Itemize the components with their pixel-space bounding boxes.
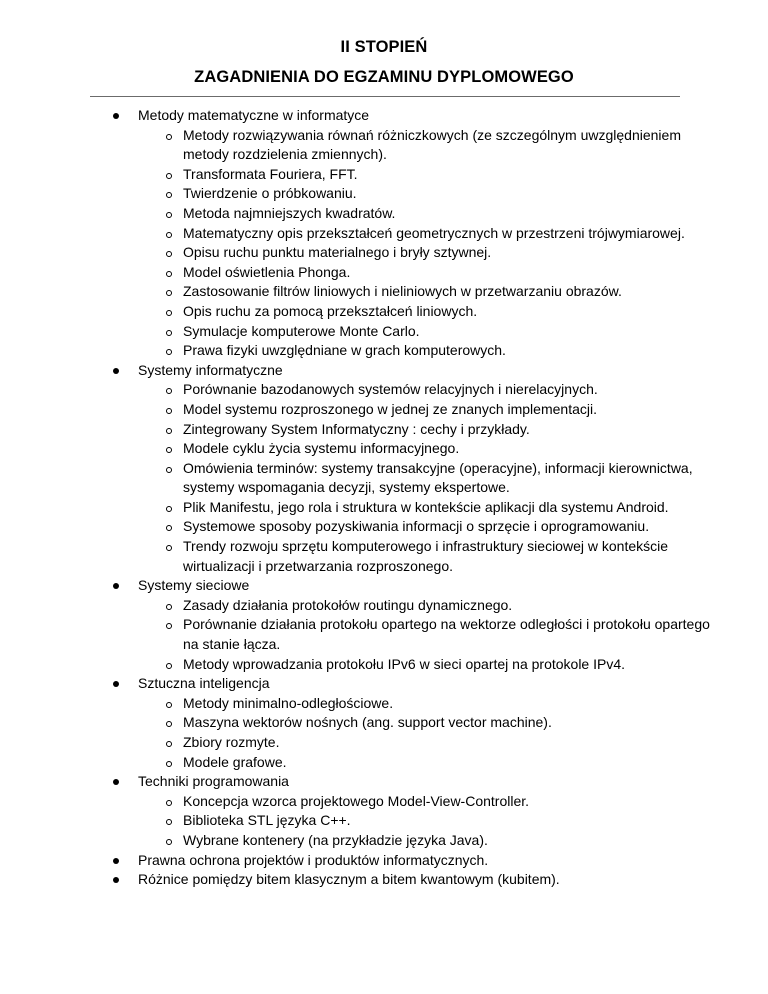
- subtopic-text: Zastosowanie filtrów liniowych i nieliniowych w przetwarzaniu obrazów.: [183, 283, 622, 300]
- subtopic-item: [138, 831, 728, 851]
- topic-section: [0, 772, 768, 850]
- subtopic-text: Metody minimalno-odległościowe.: [183, 694, 394, 711]
- subtopic-text: Model oświetlenia Phonga.: [183, 263, 351, 280]
- subtopic-text: Twierdzenie o próbkowaniu.: [183, 185, 357, 202]
- subtopic-item: [138, 459, 728, 498]
- topic-section: [0, 361, 768, 577]
- subtopic-item: [138, 753, 728, 773]
- subtopic-item: [138, 713, 728, 733]
- subtopic-item: [138, 243, 728, 263]
- circle-bullet-icon: [166, 623, 172, 629]
- section-title: Różnice pomiędzy bitem klasycznym a bitem kwantowym (kubitem).: [138, 871, 560, 888]
- subtopic-text: Zintegrowany System Informatyczny : cechy i przykłady.: [183, 420, 530, 437]
- subtopic-list: [138, 596, 728, 674]
- subtopic-text: Koncepcja wzorca projektowego Model-View-Controller.: [183, 792, 530, 809]
- circle-bullet-icon: [166, 290, 172, 296]
- circle-bullet-icon: [166, 702, 172, 708]
- subtopic-text: Opis ruchu za pomocą przekształceń liniowych.: [183, 302, 478, 319]
- circle-bullet-icon: [166, 839, 172, 845]
- circle-bullet-icon: [166, 447, 172, 453]
- bullet-icon: [113, 583, 119, 589]
- subtopic-text: Modele grafowe.: [183, 753, 287, 770]
- subtopic-text: Prawa fizyki uwzględniane w grach komputerowych.: [183, 342, 506, 359]
- title-divider: [90, 96, 680, 97]
- circle-bullet-icon: [166, 271, 172, 277]
- subtopic-text: Zbiory rozmyte.: [183, 734, 280, 750]
- circle-bullet-icon: [166, 545, 172, 551]
- subtopic-item: [138, 263, 728, 283]
- circle-bullet-icon: [166, 428, 172, 434]
- circle-bullet-icon: [166, 604, 172, 610]
- subtopic-text: Symulacje komputerowe Monte Carlo.: [183, 322, 420, 339]
- document-title: ZAGADNIENIA DO EGZAMINU DYPLOMOWEGO: [194, 68, 574, 86]
- topic-section: [0, 870, 768, 890]
- subtopic-item: [138, 341, 728, 361]
- subtopic-item: [138, 420, 728, 440]
- subtopic-item: [138, 439, 728, 459]
- bullet-icon: [113, 877, 119, 883]
- bullet-icon: [113, 681, 119, 687]
- topic-section: [0, 674, 768, 772]
- subtopic-item: [138, 126, 728, 165]
- circle-bullet-icon: [166, 408, 172, 414]
- subtopic-item: [138, 811, 728, 831]
- circle-bullet-icon: [166, 388, 172, 394]
- subtopic-list: [138, 126, 728, 361]
- subtopic-item: [138, 792, 728, 812]
- circle-bullet-icon: [166, 349, 172, 355]
- topic-section: [0, 576, 768, 674]
- subtopic-item: [138, 380, 728, 400]
- subtopic-item: [138, 596, 728, 616]
- subtopic-list: [138, 380, 728, 576]
- subtopic-text: Systemowe sposoby pozyskiwania informacji o sprzęcie i oprogramowaniu.: [183, 518, 650, 535]
- circle-bullet-icon: [166, 173, 172, 179]
- subtopic-item: [138, 498, 728, 518]
- subtopic-text: Opisu ruchu punktu materialnego i bryły sztywnej.: [183, 244, 492, 261]
- topic-list: [0, 106, 768, 890]
- section-title: Prawna ochrona projektów i produktów informatycznych.: [138, 851, 489, 868]
- document-title-level: II STOPIEŃ: [340, 38, 428, 56]
- subtopic-item: [138, 517, 728, 537]
- bullet-icon: [113, 858, 119, 864]
- subtopic-item: [138, 694, 728, 714]
- circle-bullet-icon: [166, 506, 172, 512]
- circle-bullet-icon: [166, 741, 172, 747]
- subtopic-text: Wybrane kontenery (na przykładzie języka Java).: [183, 831, 488, 848]
- subtopic-text: Trendy rozwoju sprzętu komputerowego i infrastruktury sieciowej w kontekście wirtualizacji i przetwarzania rozproszonego.: [183, 538, 669, 574]
- circle-bullet-icon: [166, 761, 172, 767]
- subtopic-text: Maszyna wektorów nośnych (ang. support vector machine).: [183, 714, 552, 731]
- circle-bullet-icon: [166, 721, 172, 727]
- section-title: Metody matematyczne w informatyce: [138, 107, 370, 123]
- subtopic-list: [138, 792, 728, 851]
- subtopic-text: Biblioteka STL języka C++.: [183, 812, 351, 829]
- section-title: Techniki programowania: [138, 773, 289, 790]
- circle-bullet-icon: [166, 800, 172, 806]
- subtopic-text: Transformata Fouriera, FFT.: [183, 165, 358, 182]
- subtopic-text: Model systemu rozproszonego w jednej ze znanych implementacji.: [183, 400, 597, 417]
- bullet-icon: [113, 368, 119, 374]
- subtopic-text: Zasady działania protokołów routingu dynamicznego.: [183, 596, 513, 613]
- bullet-icon: [113, 779, 119, 785]
- subtopic-item: [138, 302, 728, 322]
- subtopic-item: [138, 615, 728, 654]
- subtopic-text: Omówienia terminów: systemy transakcyjne (operacyjne), informacji kierownictwa, systemy wspomagania decyzji, systemy ekspertowe.: [183, 459, 693, 496]
- subtopic-text: Metody wprowadzania protokołu IPv6 w sieci opartej na protokole IPv4.: [183, 655, 626, 672]
- subtopic-text: Metoda najmniejszych kwadratów.: [183, 204, 396, 221]
- circle-bullet-icon: [166, 310, 172, 316]
- subtopic-item: [138, 655, 728, 675]
- section-title: Systemy informatyczne: [138, 361, 283, 378]
- circle-bullet-icon: [166, 467, 172, 473]
- subtopic-text: Porównanie działania protokołu opartego na wektorze odległości i protokołu opartego na stanie łącza.: [183, 616, 710, 653]
- bullet-icon: [113, 113, 119, 119]
- circle-bullet-icon: [166, 330, 172, 336]
- topic-section: [0, 106, 768, 361]
- circle-bullet-icon: [166, 192, 172, 198]
- section-title: Sztuczna inteligencja: [138, 675, 270, 692]
- subtopic-text: Plik Manifestu, jego rola i struktura w kontekście aplikacji dla systemu Android.: [183, 498, 669, 515]
- subtopic-text: Matematyczny opis przekształceń geometrycznych w przestrzeni trójwymiarowej.: [183, 224, 685, 241]
- subtopic-item: [138, 322, 728, 342]
- subtopic-list: [138, 694, 728, 772]
- circle-bullet-icon: [166, 663, 172, 669]
- circle-bullet-icon: [166, 212, 172, 218]
- subtopic-item: [138, 400, 728, 420]
- subtopic-text: Porównanie bazodanowych systemów relacyjnych i nierelacyjnych.: [183, 381, 598, 398]
- subtopic-item: [138, 537, 728, 576]
- circle-bullet-icon: [166, 525, 172, 531]
- topic-section: [0, 851, 768, 871]
- circle-bullet-icon: [166, 819, 172, 825]
- subtopic-item: [138, 184, 728, 204]
- circle-bullet-icon: [166, 251, 172, 257]
- subtopic-text: Modele cyklu życia systemu informacyjnego.: [183, 440, 460, 457]
- circle-bullet-icon: [166, 134, 172, 140]
- section-title: Systemy sieciowe: [138, 577, 250, 594]
- subtopic-text: Metody rozwiązywania równań różniczkowych (ze szczególnym uwzględnieniem metody rozdzielenia zmiennych).: [183, 126, 681, 163]
- circle-bullet-icon: [166, 232, 172, 238]
- subtopic-item: [138, 733, 728, 753]
- subtopic-item: [138, 282, 728, 302]
- subtopic-item: [138, 204, 728, 224]
- subtopic-item: [138, 224, 728, 244]
- subtopic-item: [138, 165, 728, 185]
